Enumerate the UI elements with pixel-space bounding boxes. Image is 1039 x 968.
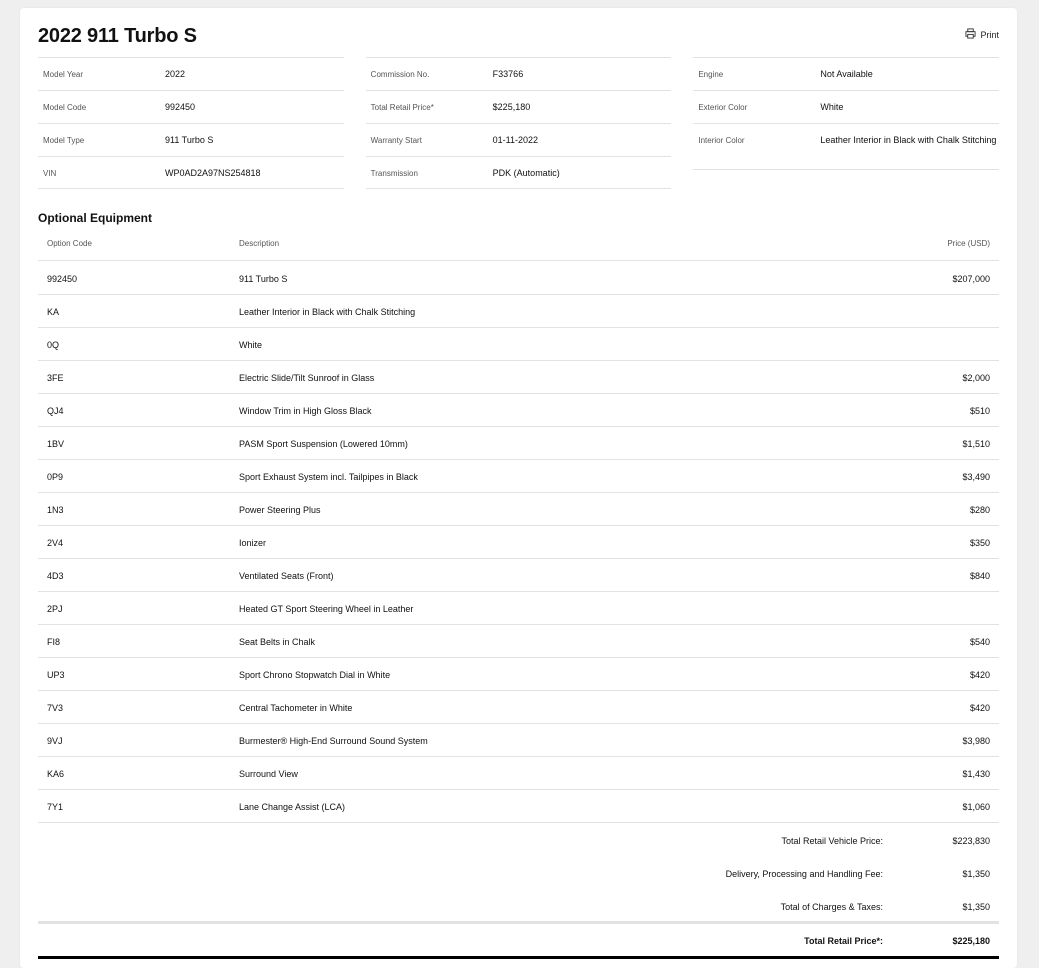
- spec-row-model-year: [38, 57, 344, 90]
- print-button[interactable]: [965, 28, 999, 41]
- spec-row-commission-no: [366, 57, 672, 90]
- spec-value: PDK (Automatic): [492, 168, 560, 178]
- option-code: 9VJ: [47, 736, 63, 746]
- table-row: [38, 427, 999, 460]
- table-row: [38, 691, 999, 724]
- table-row: [38, 559, 999, 592]
- spec-row-interior-color: [693, 123, 999, 170]
- option-description: White: [239, 340, 263, 350]
- table-row: [38, 592, 999, 625]
- option-description: Electric Slide/Tilt Sunroof in Glass: [239, 373, 375, 383]
- option-price: $420: [969, 670, 990, 680]
- table-row: [38, 394, 999, 427]
- spec-label: Model Type: [43, 136, 85, 145]
- spec-value: F33766: [492, 69, 524, 79]
- option-code: 1BV: [47, 439, 65, 449]
- spec-row-transmission: [366, 156, 672, 189]
- spec-value: 01-11-2022: [492, 135, 539, 145]
- total-value: $1,350: [962, 902, 990, 912]
- spec-label: Transmission: [370, 169, 418, 178]
- spec-value: White: [820, 102, 844, 112]
- total-row: [38, 825, 999, 858]
- total-label: Total Retail Vehicle Price:: [781, 836, 883, 846]
- option-code: UP3: [47, 670, 65, 680]
- spec-label: Model Code: [43, 103, 87, 112]
- spec-label: Exterior Color: [698, 103, 748, 112]
- option-price: $540: [969, 637, 990, 647]
- table-row: [38, 658, 999, 691]
- table-row: [38, 790, 999, 823]
- option-code: 2V4: [47, 538, 64, 548]
- option-code: 4D3: [47, 571, 64, 581]
- print-label: Print: [980, 29, 999, 40]
- total-retail-price-row: [38, 924, 999, 959]
- spec-row-engine: [693, 57, 999, 90]
- table-row: [38, 361, 999, 394]
- option-code: 7Y1: [47, 802, 64, 812]
- option-description: Sport Chrono Stopwatch Dial in White: [239, 670, 391, 680]
- total-row: [38, 858, 999, 891]
- option-price: $280: [969, 505, 990, 515]
- spec-value: Leather Interior in Black with Chalk Stitching: [820, 135, 997, 145]
- spec-label: VIN: [43, 169, 57, 178]
- option-price: $1,060: [962, 802, 990, 812]
- option-description: Heated GT Sport Steering Wheel in Leather: [239, 604, 414, 614]
- option-price: $1,430: [962, 769, 990, 779]
- spec-value: 992450: [165, 102, 196, 112]
- spec-label: Model Year: [43, 70, 84, 79]
- spec-row-model-type: [38, 123, 344, 156]
- option-price: $840: [969, 571, 990, 581]
- optional-equipment-heading: Optional Equipment: [38, 211, 152, 225]
- spec-value: 2022: [165, 69, 186, 79]
- option-price: $1,510: [962, 439, 990, 449]
- total-row: [38, 891, 999, 924]
- option-description: Burmester® High-End Surround Sound System: [239, 736, 428, 746]
- option-code: 992450: [47, 274, 78, 284]
- spec-label: Commission No.: [370, 70, 430, 79]
- option-price: $3,490: [962, 472, 990, 482]
- total-value: $1,350: [962, 869, 990, 879]
- total-label: Delivery, Processing and Handling Fee:: [725, 869, 883, 879]
- printer-icon: [965, 28, 976, 41]
- spec-row-total-retail-price: [366, 90, 672, 123]
- optional-equipment-table: [38, 262, 999, 823]
- optional-equipment-header: [38, 234, 999, 261]
- table-row: [38, 262, 999, 295]
- table-row: [38, 724, 999, 757]
- option-description: Ventilated Seats (Front): [239, 571, 334, 581]
- spec-row-warranty-start: [366, 123, 672, 156]
- option-price: $207,000: [952, 274, 990, 284]
- option-code: 1N3: [47, 505, 64, 515]
- spec-label: Total Retail Price*: [370, 103, 434, 112]
- option-description: Leather Interior in Black with Chalk Stitching: [239, 307, 416, 317]
- table-row: [38, 625, 999, 658]
- option-description: 911 Turbo S: [239, 274, 288, 284]
- spec-row-exterior-color: [693, 90, 999, 123]
- option-description: PASM Sport Suspension (Lowered 10mm): [239, 439, 408, 449]
- option-description: Seat Belts in Chalk: [239, 637, 316, 647]
- specs-column-1: [38, 57, 344, 189]
- spec-value: Not Available: [820, 69, 873, 79]
- option-code: QJ4: [47, 406, 64, 416]
- table-row: [38, 295, 999, 328]
- option-code: 7V3: [47, 703, 64, 713]
- specs-column-2: [366, 57, 672, 189]
- option-price: $510: [969, 406, 990, 416]
- table-row: [38, 757, 999, 790]
- spec-value: $225,180: [492, 102, 531, 112]
- column-header-option-code: Option Code: [47, 239, 92, 248]
- table-row: [38, 328, 999, 361]
- option-code: 0P9: [47, 472, 64, 482]
- option-price: $3,980: [962, 736, 990, 746]
- total-value: $225,180: [952, 936, 990, 946]
- spec-label: Interior Color: [698, 136, 745, 145]
- column-header-price: Price (USD): [947, 239, 990, 248]
- option-description: Central Tachometer in White: [239, 703, 353, 713]
- option-code: KA6: [47, 769, 65, 779]
- table-row: [38, 460, 999, 493]
- total-value: $223,830: [952, 836, 990, 846]
- option-description: Lane Change Assist (LCA): [239, 802, 346, 812]
- option-price: $350: [969, 538, 990, 548]
- spec-value: WP0AD2A97NS254818: [165, 168, 261, 178]
- option-description: Surround View: [239, 769, 298, 779]
- spec-value: 911 Turbo S: [165, 135, 214, 145]
- price-totals: [38, 825, 999, 959]
- spec-row-vin: [38, 156, 344, 189]
- column-header-description: Description: [239, 239, 280, 248]
- option-code: FI8: [47, 637, 61, 647]
- option-code: 0Q: [47, 340, 60, 350]
- table-row: [38, 493, 999, 526]
- option-description: Ionizer: [239, 538, 267, 548]
- table-row: [38, 526, 999, 559]
- spec-label: Warranty Start: [370, 136, 422, 145]
- option-code: 3FE: [47, 373, 64, 383]
- option-description: Sport Exhaust System incl. Tailpipes in Black: [239, 472, 418, 482]
- option-description: Power Steering Plus: [239, 505, 321, 515]
- specs-column-3: [693, 57, 999, 189]
- option-price: $420: [969, 703, 990, 713]
- option-description: Window Trim in High Gloss Black: [239, 406, 372, 416]
- option-code: 2PJ: [47, 604, 63, 614]
- specs-grid: [38, 57, 999, 189]
- total-label: Total Retail Price*:: [804, 936, 883, 946]
- page-title: 2022 911 Turbo S: [38, 25, 197, 47]
- spec-row-model-code: [38, 90, 344, 123]
- vehicle-details-card: [20, 8, 1017, 968]
- option-code: KA: [47, 307, 60, 317]
- spec-label: Engine: [698, 70, 724, 79]
- total-label: Total of Charges & Taxes:: [780, 902, 883, 912]
- option-price: $2,000: [962, 373, 990, 383]
